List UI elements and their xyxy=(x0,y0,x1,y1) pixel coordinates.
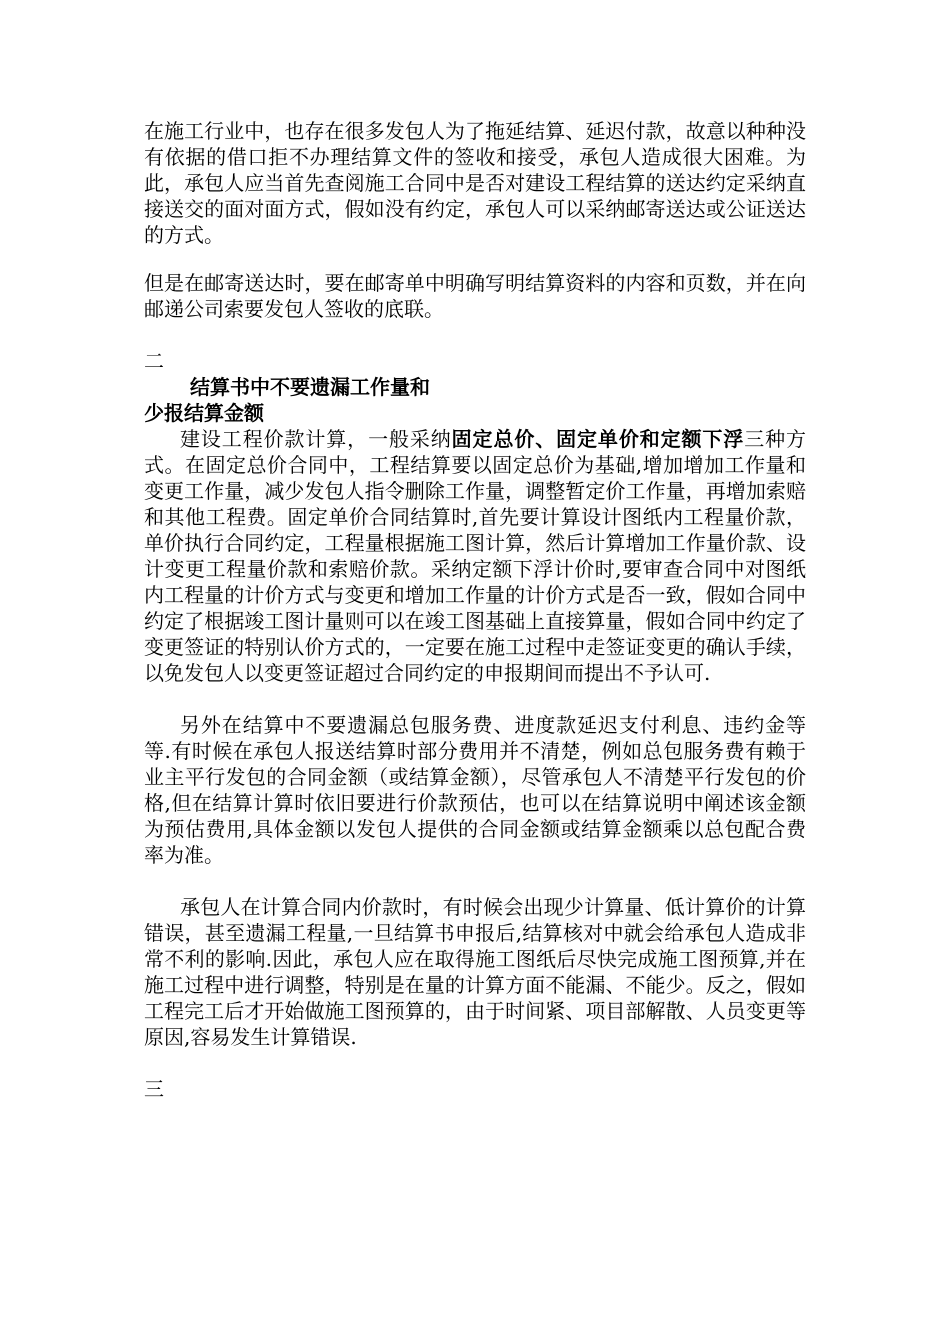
document-page xyxy=(144,118,806,1102)
paragraph-pricing-methods xyxy=(144,426,806,686)
section-number-two: 二 xyxy=(144,349,164,373)
pricing-methods-detail: 三种方式。在固定总价合同中，工程结算要以固定总价为基础,增加增加工作量和变更工作量，减少发包人指令删除工作量，调整暂定价工作量，再增加索赔和其他工程费。固定单价合同结算时,首先要计算设计图纸内工程量价款，单价执行合同约定，工程量根据施工图计算，然后计算增加工作量价款、设计变更工程量价款和索赔价款。采纳定额下浮计价时,要审查合同中对图纸内工程量的计价方式与变更和增加工作量的计价方式是否一致，假如合同中约定了根据竣工图计量则可以在竣工图基础上直接算量，假如合同中约定了变更签证的特别认价方式的，一定要在施工过程中走签证变更的确认手续，以免发包人以变更签证超过合同约定的申报期间而提出不予认可. xyxy=(144,427,807,685)
paragraph-calculation-errors: 承包人在计算合同内价款时，有时候会出现少计算量、低计算价的计算错误，甚至遗漏工程量,一旦结算书申报后,结算核对中就会给承包人造成非常不利的影响.因此，承包人应在取得施工图纸后尽快完成施工图预算,并在施工过程中进行调整，特别是在量的计算方面不能漏、不能少。反之，假如工程完工后才开始做施工图预算的，由于时间紧、项目部解散、人员变更等原因,容易发生计算错误. xyxy=(144,895,806,1049)
paragraph-omitted-fees: 另外在结算中不要遗漏总包服务费、进度款延迟支付利息、违约金等等.有时候在承包人报送结算时部分费用并不清楚，例如总包服务费有赖于业主平行发包的合同金额（或结算金额），尽管承包人不清楚平行发包的价格,但在结算计算时依旧要进行价款预估，也可以在结算说明中阐述该金额为预估费用,具体金额以发包人提供的合同金额或结算金额乘以总包配合费率为准。 xyxy=(144,713,806,867)
section-number-three: 三 xyxy=(144,1077,164,1101)
section-heading-line-1: 结算书中不要遗漏工作量和 xyxy=(190,375,430,399)
section-heading-line-2: 少报结算金额 xyxy=(144,401,264,425)
paragraph-delivery-issue: 在施工行业中，也存在很多发包人为了拖延结算、延迟付款，故意以种种没有依据的借口拒不办理结算文件的签收和接受，承包人造成很大困难。为此，承包人应当首先查阅施工合同中是否对建设工程结算的送达约定采纳直接送交的面对面方式，假如没有约定，承包人可以采纳邮寄送达或公证送达的方式。 xyxy=(144,119,806,247)
pricing-methods-emphasis: 固定总价、固定单价和定额下浮 xyxy=(451,427,745,451)
pricing-intro-text: 建设工程价款计算，一般采纳 xyxy=(180,427,452,451)
paragraph-mail-delivery: 但是在邮寄送达时，要在邮寄单中明确写明结算资料的内容和页数，并在向邮递公司索要发包人签收的底联。 xyxy=(144,271,806,321)
